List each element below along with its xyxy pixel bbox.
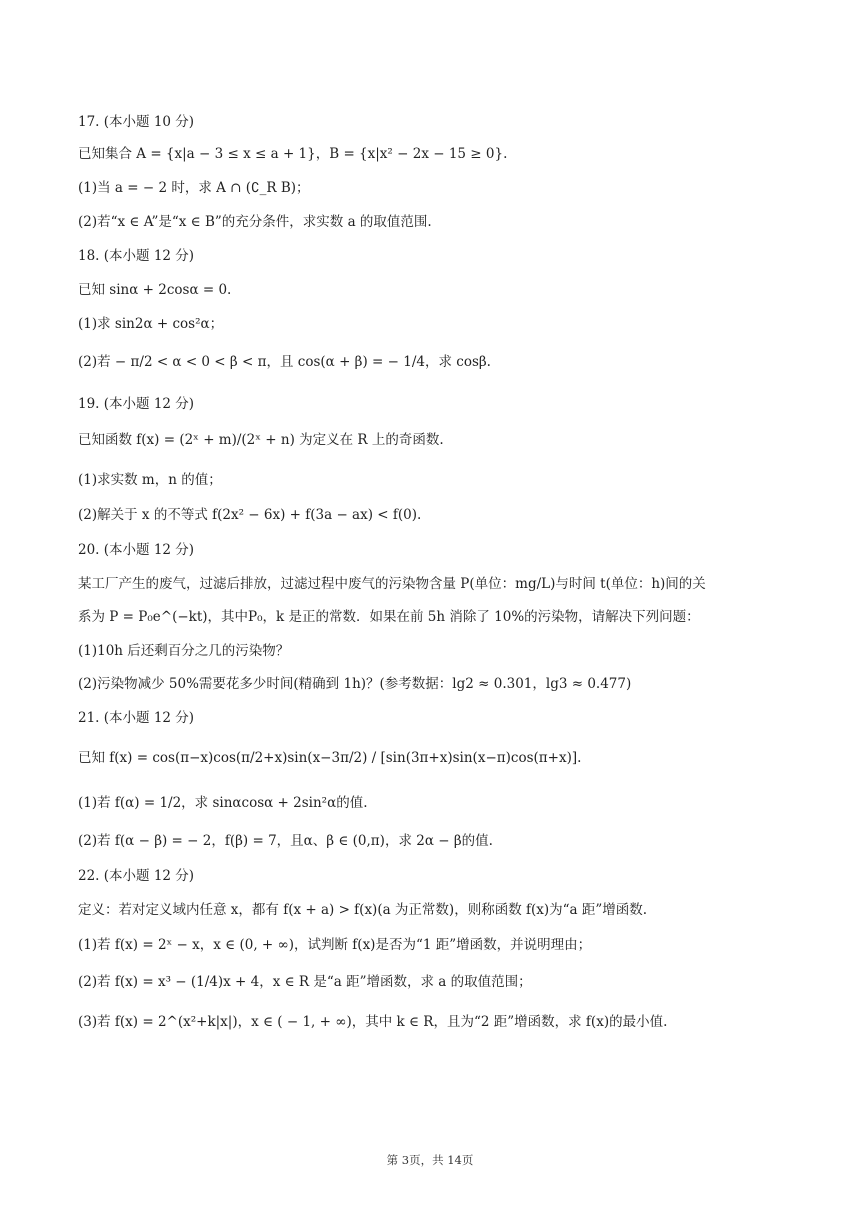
problem-17-part-2: (2)若“x ∈ A”是“x ∈ B”的充分条件，求实数 a 的取值范围. (78, 214, 432, 230)
problem-17-heading: 17. (本小题 10 分) (78, 114, 195, 130)
problem-19-heading: 19. (本小题 12 分) (78, 396, 195, 412)
problem-20-heading: 20. (本小题 12 分) (78, 542, 195, 558)
problem-20-part-1: (1)10h 后还剩百分之几的污染物？ (78, 643, 290, 659)
problem-19-part-2: (2)解关于 x 的不等式 f(2x² − 6x) + f(3a − ax) < f(0). (78, 507, 422, 523)
problem-20-part-2: (2)污染物减少 50%需要花多少时间(精确到 1h)？(参考数据：lg2 ≈ 0.301，lg3 ≈ 0.477) (78, 676, 632, 692)
problem-21-part-2: (2)若 f(α − β) = − 2，f(β) = 7，且α、β ∈ (0,π)，求 2α − β的值. (78, 833, 493, 849)
problem-20-statement-line-2: 系为 P = P₀e^(−kt)，其中P₀，k 是正的常数．如果在前 5h 消除了 10%的污染物，请解决下列问题： (78, 609, 700, 625)
problem-22-part-1: (1)若 f(x) = 2ˣ − x，x ∈ (0, + ∞)，试判断 f(x)是否为“1 距”增函数，并说明理由； (78, 937, 592, 953)
problem-22-heading: 22. (本小题 12 分) (78, 868, 195, 884)
problem-18-statement: 已知 sinα + 2cosα = 0. (78, 282, 232, 298)
problem-20-statement-line-1: 某工厂产生的废气，过滤后排放，过滤过程中废气的污染物含量 P(单位：mg/L)与时间 t(单位：h)间的关 (78, 576, 706, 592)
problem-21-part-1: (1)若 f(α) = 1/2，求 sinαcosα + 2sin²α的值. (78, 795, 368, 811)
problem-18-heading: 18. (本小题 12 分) (78, 248, 195, 264)
problem-22-part-2: (2)若 f(x) = x³ − (1/4)x + 4，x ∈ R 是“a 距”增函数，求 a 的取值范围； (78, 974, 532, 990)
page-footer: 第 3页，共 14页 (386, 1153, 474, 1167)
problem-21-statement: 已知 f(x) = cos(π−x)cos(π/2+x)sin(x−3π/2) / [sin(3π+x)sin(x−π)cos(π+x)]. (78, 750, 582, 766)
problem-19-part-1: (1)求实数 m，n 的值； (78, 472, 222, 488)
problem-19-statement: 已知函数 f(x) = (2ˣ + m)/(2ˣ + n) 为定义在 R 上的奇函数. (78, 432, 444, 448)
problem-22-part-3: (3)若 f(x) = 2^(x²+k|x|)，x ∈ ( − 1, + ∞)，其中 k ∈ R，且为“2 距”增函数，求 f(x)的最小值. (78, 1014, 668, 1030)
problem-18-part-1: (1)求 sin2α + cos²α； (78, 316, 224, 332)
problem-21-heading: 21. (本小题 12 分) (78, 710, 195, 726)
problem-18-part-2: (2)若 − π/2 < α < 0 < β < π，且 cos(α + β) = − 1/4，求 cosβ. (78, 354, 491, 370)
problem-17-statement: 已知集合 A = {x|a − 3 ≤ x ≤ a + 1}，B = {x|x² − 2x − 15 ≥ 0}. (78, 146, 508, 162)
problem-17-part-1: (1)当 a = − 2 时，求 A ∩ (∁_R B)； (78, 180, 310, 196)
problem-22-definition: 定义：若对定义域内任意 x，都有 f(x + a) > f(x)(a 为正常数)，则称函数 f(x)为“a 距”增函数. (78, 902, 648, 918)
